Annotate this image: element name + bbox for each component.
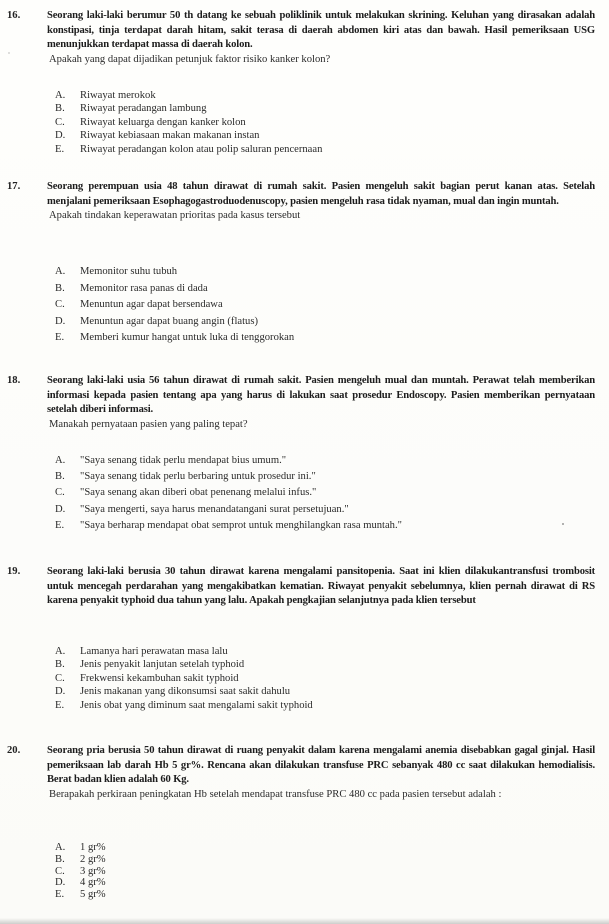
option-d[interactable] — [55, 129, 322, 142]
question-number: 16. — [7, 10, 21, 21]
option-text: Jenis makanan yang dikonsumsi saat sakit dahulu — [80, 686, 291, 698]
option-text: 2 gr% — [80, 853, 106, 865]
option-letter: A. — [55, 455, 66, 466]
case-description: Seorang laki-laki berumur 50 th datang ke sebuah poliklinik untuk melakukan skrining. Keluhan yang dirasakan adalah konstipasi, tinja terdapat darah hitam, sakit terasa di daerah abdomen kiri atas dan bawah. Hasil pemeriksaan USG menunjukkan terdapat massa di daerah kolon. — [47, 10, 595, 51]
option-letter: A. — [55, 266, 66, 277]
option-letter: A. — [55, 842, 66, 853]
option-letter: B. — [55, 659, 65, 671]
option-e[interactable] — [55, 888, 106, 900]
option-c[interactable] — [55, 865, 106, 877]
question-number: 20. — [7, 745, 21, 756]
option-d[interactable] — [55, 503, 402, 519]
scan-speck — [562, 523, 564, 525]
option-letter: A. — [55, 646, 66, 657]
option-letter: D. — [55, 130, 66, 142]
scan-speck — [8, 52, 10, 54]
answer-options — [55, 265, 294, 348]
option-text: Riwayat kebiasaan makan makanan instan — [80, 130, 260, 142]
option-d[interactable] — [55, 315, 294, 332]
option-text: "Saya senang tidak perlu berbaring untuk prosedur ini." — [80, 471, 316, 483]
option-d[interactable] — [55, 876, 106, 888]
option-letter: C. — [55, 865, 65, 877]
case-description: Seorang pria berusia 50 tahun dirawat di ruang penyakit dalam karena mengalami anemia disebabkan gagal ginjal. Hasil pemeriksaan lab darah Hb 5 gr%. Rencana akan dilakukan transfuse PRC sebanyak 480 cc saat dilakukan hemodialisis. Berat badan klien adalah 60 Kg. — [47, 745, 595, 786]
question-stem — [47, 565, 595, 609]
option-letter: D. — [55, 877, 66, 889]
option-c[interactable] — [55, 672, 313, 685]
option-a[interactable] — [55, 265, 294, 282]
option-text: Riwayat merokok — [80, 90, 156, 101]
option-letter: B. — [55, 471, 65, 483]
option-e[interactable] — [55, 699, 313, 712]
answer-options — [55, 841, 106, 900]
option-b[interactable] — [55, 102, 322, 115]
question-stem — [47, 9, 595, 67]
option-text: Riwayat keluarga dengan kanker kolon — [80, 116, 246, 128]
option-text: 4 gr% — [80, 877, 106, 889]
option-d[interactable] — [55, 685, 313, 698]
option-text: 5 gr% — [80, 889, 106, 901]
question-prompt: Manakah pernyataan pasien yang paling tepat? — [49, 418, 248, 430]
option-text: 1 gr% — [80, 842, 106, 853]
option-letter: C. — [55, 299, 65, 311]
answer-options — [55, 454, 402, 535]
question-number: 19. — [7, 566, 21, 577]
option-letter: E. — [55, 519, 65, 531]
page-edge-shadow — [0, 918, 609, 924]
option-b[interactable] — [55, 658, 313, 671]
option-text: Memberi kumur hangat untuk luka di tenggorokan — [80, 332, 295, 344]
option-b[interactable] — [55, 282, 294, 299]
option-text: "Saya senang tidak perlu mendapat bius umum." — [80, 455, 287, 466]
option-letter: E. — [55, 143, 65, 155]
option-text: Jenis obat yang diminum saat mengalami sakit typhoid — [80, 699, 313, 711]
case-description: Seorang perempuan usia 48 tahun dirawat di rumah sakit. Pasien mengeluh sakit bagian perut kanan atas. Setelah menjalani pemeriksaan Esophagogastroduodenuscopy, pasien mengeluh rasa tidak nyaman, mual dan ingin muntah. — [47, 181, 595, 207]
option-text: Frekwensi kekambuhan sakit typhoid — [80, 672, 239, 684]
question-prompt: Berapakah perkiraan peningkatan Hb setelah mendapat transfuse PRC 480 cc pada pasien tersebut adalah : — [49, 788, 502, 800]
option-text: Riwayat peradangan lambung — [80, 103, 207, 115]
option-b[interactable] — [55, 470, 402, 486]
option-c[interactable] — [55, 298, 294, 315]
option-text: 3 gr% — [80, 865, 106, 877]
option-text: Memonitor suhu tubuh — [80, 266, 178, 277]
option-letter: D. — [55, 686, 66, 698]
question-stem — [47, 180, 595, 224]
option-letter: C. — [55, 672, 65, 684]
question-prompt: Apakah yang dapat dijadikan petunjuk faktor risiko kanker kolon? — [49, 53, 331, 65]
option-a[interactable] — [55, 89, 322, 102]
answer-options — [55, 645, 313, 712]
answer-options — [55, 89, 322, 156]
option-e[interactable] — [55, 331, 294, 348]
option-e[interactable] — [55, 143, 322, 156]
option-e[interactable] — [55, 519, 402, 535]
question-prompt: Apakah tindakan keperawatan prioritas pada kasus tersebut — [49, 210, 301, 222]
option-text: "Saya senang akan diberi obat penenang melalui infus." — [80, 487, 317, 499]
option-text: Menuntun agar dapat buang angin (flatus) — [80, 315, 258, 327]
question-number: 17. — [7, 181, 21, 192]
option-c[interactable] — [55, 486, 402, 502]
option-text: Menuntun agar dapat bersendawa — [80, 299, 223, 311]
option-letter: A. — [55, 90, 66, 101]
case-description: Seorang laki-laki berusia 30 tahun dirawat karena mengalami pansitopenia. Saat ini klien dilakukantransfusi trombosit untuk mencegah perdarahan yang mengakibatkan kematian. Riwayat penyakit sebelumnya, klien pernah dirawat di RS karena penyakit typhoid dua tahun yang lalu. Apakah pengkajian selanjutnya pada klien tersebut — [47, 566, 595, 607]
option-a[interactable] — [55, 645, 313, 658]
option-b[interactable] — [55, 853, 106, 865]
option-letter: B. — [55, 103, 65, 115]
option-letter: D. — [55, 315, 66, 327]
option-text: Jenis penyakit lanjutan setelah typhoid — [80, 659, 245, 671]
option-text: "Saya mengerti, saya harus menandatangani surat persetujuan." — [80, 503, 349, 515]
question-stem — [47, 744, 595, 802]
option-a[interactable] — [55, 454, 402, 470]
option-letter: D. — [55, 503, 66, 515]
option-text: Riwayat peradangan kolon atau polip saluran pencernaan — [80, 143, 323, 155]
option-letter: B. — [55, 853, 65, 865]
question-number: 18. — [7, 375, 21, 386]
option-a[interactable] — [55, 841, 106, 853]
case-description: Seorang laki-laki usia 56 tahun dirawat di rumah sakit. Pasien mengeluh mual dan muntah. Perawat telah memberikan informasi kepada pasien tentang apa yang harus di lakukan saat prosedur Endoscopy. Pasien memberikan pernyataan setelah diberi informasi. — [47, 375, 595, 416]
option-c[interactable] — [55, 116, 322, 129]
option-text: Memonitor rasa panas di dada — [80, 282, 208, 294]
option-letter: C. — [55, 116, 65, 128]
option-text: Lamanya hari perawatan masa lalu — [80, 646, 228, 657]
question-stem — [47, 374, 595, 432]
option-text: "Saya berharap mendapat obat semprot untuk menghilangkan rasa muntah." — [80, 519, 402, 531]
option-letter: B. — [55, 282, 65, 294]
option-letter: E. — [55, 889, 65, 901]
option-letter: C. — [55, 487, 65, 499]
option-letter: E. — [55, 699, 65, 711]
option-letter: E. — [55, 332, 65, 344]
